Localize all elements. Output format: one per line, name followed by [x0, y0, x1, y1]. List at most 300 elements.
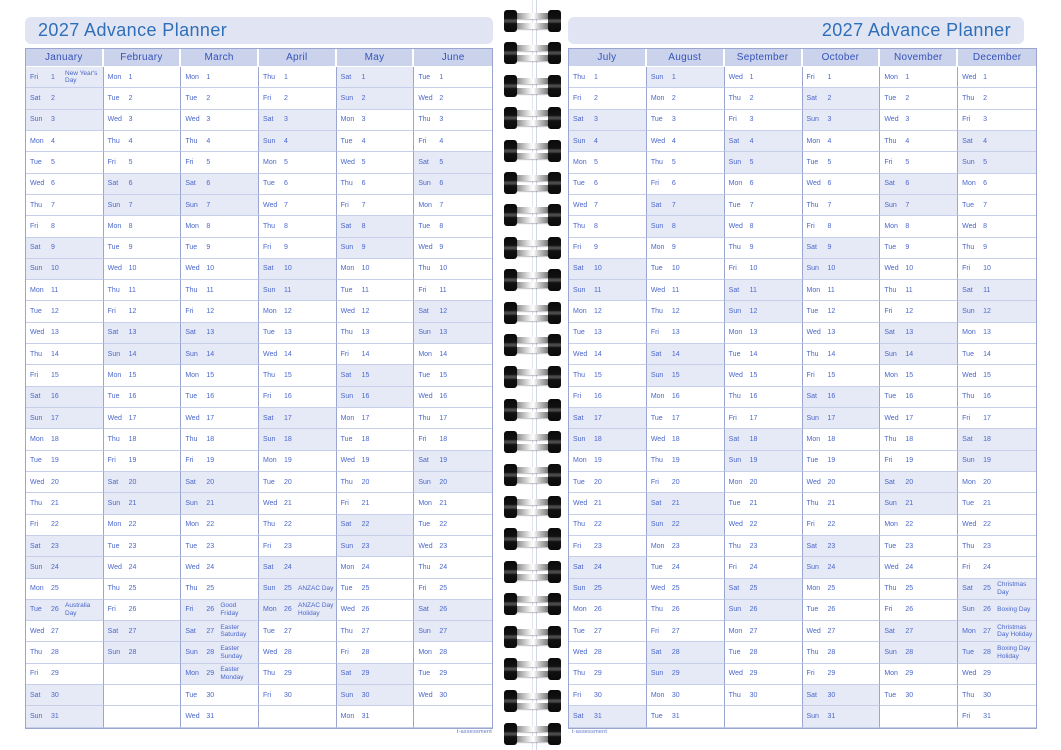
day-cell	[958, 429, 1036, 450]
day-of-week: Mon	[884, 222, 898, 230]
day-cell	[880, 110, 958, 131]
day-number: 25	[671, 585, 680, 593]
day-of-week: Wed	[262, 201, 278, 209]
day-number: 30	[749, 691, 758, 699]
day-of-week: Tue	[884, 244, 897, 252]
day-of-week: Thu	[30, 350, 43, 358]
holiday-label: ANZAC Day Holiday	[297, 602, 334, 617]
day-cell	[259, 706, 337, 727]
day-of-week: Tue	[262, 627, 275, 635]
day-cell	[414, 238, 492, 259]
day-of-week: Thu	[806, 201, 819, 209]
day-number: 7	[361, 201, 366, 209]
day-of-week: Sat	[418, 158, 429, 166]
day-cell	[647, 536, 725, 557]
day-cell	[414, 216, 492, 237]
day-cell	[725, 536, 803, 557]
month-header-january: January	[26, 49, 104, 66]
day-cell	[26, 429, 104, 450]
day-of-week: Tue	[262, 180, 275, 188]
day-of-week: Sat	[573, 265, 584, 273]
day-of-week: Sat	[262, 116, 274, 124]
day-of-week: Mon	[728, 478, 743, 486]
day-number: 5	[594, 158, 598, 166]
day-number: 15	[671, 372, 680, 380]
day-number: 14	[206, 350, 215, 358]
binding-ring	[504, 626, 561, 648]
day-number: 22	[361, 521, 370, 529]
day-of-week: Tue	[185, 94, 198, 102]
day-number: 6	[283, 180, 288, 188]
day-of-week: Mon	[262, 158, 277, 166]
day-of-week: Sat	[962, 286, 973, 294]
day-of-week: Sun	[340, 393, 354, 401]
binding-ring	[504, 561, 561, 583]
day-of-week: Mon	[418, 201, 432, 209]
day-cell	[880, 131, 958, 152]
ring-end-cap	[504, 366, 517, 388]
ring-end-cap	[504, 302, 517, 324]
day-cell	[181, 472, 259, 493]
day-cell	[181, 579, 259, 600]
planner-table-jan-jun	[25, 48, 493, 729]
day-of-week: Sat	[340, 670, 352, 678]
day-cell	[104, 88, 182, 109]
day-number: 6	[749, 180, 754, 188]
day-cell	[259, 67, 337, 88]
day-cell	[880, 238, 958, 259]
ring-end-cap	[504, 496, 517, 518]
day-cell	[725, 344, 803, 365]
day-of-week: Thu	[107, 585, 120, 593]
day-cell	[26, 387, 104, 408]
day-number: 31	[827, 713, 836, 721]
day-number: 11	[361, 286, 369, 294]
day-number: 10	[51, 265, 59, 273]
day-number: 31	[206, 713, 215, 721]
day-of-week: Thu	[30, 201, 43, 209]
day-number: 18	[594, 435, 602, 443]
ring-end-cap	[548, 334, 561, 356]
day-cell	[569, 323, 647, 344]
day-of-week: Thu	[107, 435, 120, 443]
day-of-week: Wed	[962, 670, 977, 678]
day-cell	[569, 174, 647, 195]
day-of-week: Wed	[418, 244, 433, 252]
day-of-week: Fri	[806, 670, 815, 678]
day-of-week: Sat	[884, 180, 895, 188]
day-of-week: Thu	[728, 542, 741, 550]
day-of-week: Sun	[650, 670, 664, 678]
month-header-february: February	[104, 49, 182, 66]
day-number: 1	[671, 73, 676, 81]
ring-end-cap	[548, 723, 561, 745]
month-header-august: August	[647, 49, 725, 66]
day-of-week: Wed	[573, 201, 588, 209]
day-cell	[880, 515, 958, 536]
month-header-september: September	[725, 49, 803, 66]
day-cell	[725, 642, 803, 663]
day-number: 16	[283, 393, 292, 401]
day-of-week: Sat	[650, 350, 662, 358]
day-number: 26	[439, 606, 448, 614]
day-of-week: Sun	[107, 499, 121, 507]
day-cell	[337, 259, 415, 280]
day-number: 24	[206, 563, 215, 571]
day-of-week: Sun	[884, 499, 897, 507]
day-number: 8	[749, 222, 754, 230]
day-of-week: Fri	[340, 649, 349, 657]
day-number: 26	[594, 606, 602, 614]
day-of-week: Tue	[30, 158, 42, 166]
day-of-week: Fri	[884, 158, 893, 166]
day-of-week: Fri	[185, 308, 194, 316]
day-cell	[259, 621, 337, 642]
day-number: 10	[827, 265, 836, 273]
day-number: 13	[283, 329, 292, 337]
day-number: 19	[361, 457, 370, 465]
day-cell	[259, 88, 337, 109]
day-cell	[958, 110, 1036, 131]
day-number: 21	[128, 499, 137, 507]
binding-ring	[504, 496, 561, 518]
day-of-week: Thu	[262, 521, 276, 529]
day-cell	[337, 238, 415, 259]
day-number: 3	[749, 116, 754, 124]
day-cell	[725, 174, 803, 195]
day-cell	[880, 472, 958, 493]
day-cell	[337, 493, 415, 514]
ring-end-cap	[504, 593, 517, 615]
day-cell	[647, 301, 725, 322]
day-of-week: Fri	[962, 713, 971, 721]
day-cell	[880, 429, 958, 450]
day-cell	[26, 515, 104, 536]
ring-end-cap	[548, 561, 561, 583]
day-cell	[337, 664, 415, 685]
day-number: 11	[51, 286, 59, 294]
day-number: 21	[439, 499, 448, 507]
holiday-label: ANZAC Day	[297, 584, 334, 592]
holiday-label: Boxing Day	[997, 606, 1031, 614]
day-number: 15	[51, 372, 59, 380]
day-cell	[803, 174, 881, 195]
day-number: 6	[361, 180, 366, 188]
binding-ring	[504, 10, 561, 32]
day-number: 6	[905, 180, 910, 188]
day-cell	[958, 685, 1036, 706]
day-number: 13	[206, 329, 215, 337]
day-of-week: Fri	[573, 244, 582, 252]
day-cell	[414, 685, 492, 706]
day-cell	[958, 621, 1036, 642]
day-cell	[337, 280, 415, 301]
day-number: 7	[671, 201, 676, 209]
month-header-row	[26, 49, 492, 67]
day-number: 15	[206, 372, 215, 380]
day-of-week: Sat	[728, 585, 740, 593]
day-cell	[337, 600, 415, 621]
day-of-week: Tue	[418, 372, 431, 380]
day-cell	[26, 131, 104, 152]
day-number: 9	[749, 244, 754, 252]
month-header-november: November	[880, 49, 958, 66]
day-of-week: Sat	[573, 563, 584, 571]
day-cell	[26, 621, 104, 642]
day-number: 7	[983, 201, 988, 209]
day-cell	[569, 238, 647, 259]
day-number: 18	[128, 435, 137, 443]
day-of-week: Wed	[573, 350, 588, 358]
day-of-week: Fri	[806, 521, 815, 529]
day-of-week: Sun	[962, 457, 975, 465]
day-number: 8	[283, 222, 288, 230]
day-cell	[880, 88, 958, 109]
day-number: 25	[983, 585, 991, 593]
day-of-week: Fri	[573, 542, 582, 550]
day-of-week: Fri	[30, 73, 39, 81]
day-of-week: Mon	[884, 372, 898, 380]
day-of-week: Thu	[962, 691, 975, 699]
day-of-week: Thu	[30, 649, 43, 657]
day-number: 13	[827, 329, 836, 337]
day-number: 11	[128, 286, 136, 294]
day-of-week: Fri	[650, 329, 659, 337]
day-cell	[647, 88, 725, 109]
footer-watermark: t-assessment	[572, 729, 608, 735]
day-of-week: Sat	[806, 542, 818, 550]
day-number: 25	[128, 585, 137, 593]
day-cell	[803, 493, 881, 514]
day-cell	[958, 408, 1036, 429]
day-number: 17	[439, 414, 448, 422]
day-cell	[104, 515, 182, 536]
day-of-week: Mon	[340, 414, 355, 422]
day-cell	[725, 110, 803, 131]
day-number: 29	[361, 670, 370, 678]
day-number: 2	[905, 94, 910, 102]
holiday-label: New Year's Day	[65, 69, 98, 85]
day-number: 9	[361, 244, 366, 252]
day-cell	[259, 429, 337, 450]
day-number: 5	[671, 158, 676, 166]
ring-end-cap	[504, 399, 517, 421]
day-of-week: Mon	[962, 329, 976, 337]
day-number: 21	[206, 499, 215, 507]
day-number: 26	[206, 606, 215, 614]
ring-end-cap	[504, 107, 517, 129]
day-number: 31	[361, 713, 370, 721]
day-number: 4	[983, 137, 988, 145]
day-number: 6	[439, 180, 444, 188]
day-of-week: Wed	[806, 329, 821, 337]
day-of-week: Tue	[728, 350, 741, 358]
day-cell	[647, 515, 725, 536]
day-number: 25	[51, 585, 59, 593]
day-number: 28	[128, 649, 137, 657]
day-number: 9	[827, 244, 832, 252]
day-number: 7	[51, 201, 55, 209]
day-of-week: Sat	[962, 585, 973, 593]
day-number: 1	[51, 73, 55, 81]
day-of-week: Mon	[650, 244, 665, 252]
day-number: 5	[827, 158, 832, 166]
ring-end-cap	[548, 658, 561, 680]
binding-ring	[504, 334, 561, 356]
day-of-week: Fri	[107, 308, 116, 316]
day-cell	[414, 642, 492, 663]
day-number: 28	[671, 649, 680, 657]
day-cell	[414, 408, 492, 429]
day-of-week: Thu	[340, 180, 353, 188]
day-of-week: Sun	[728, 457, 742, 465]
day-cell	[725, 301, 803, 322]
day-cell	[569, 301, 647, 322]
day-number: 21	[594, 499, 602, 507]
day-cell	[337, 408, 415, 429]
day-of-week: Sat	[962, 137, 973, 145]
day-of-week: Sat	[185, 478, 196, 486]
day-of-week: Mon	[650, 393, 665, 401]
day-cell	[104, 685, 182, 706]
day-of-week: Wed	[185, 713, 200, 721]
day-of-week: Sun	[340, 244, 354, 252]
day-number: 18	[671, 435, 680, 443]
month-header-march: March	[181, 49, 259, 66]
day-of-week: Mon	[962, 627, 976, 635]
day-cell	[259, 493, 337, 514]
day-of-week: Thu	[262, 73, 276, 81]
day-cell	[725, 195, 803, 216]
day-number: 17	[206, 414, 215, 422]
day-number: 20	[128, 478, 137, 486]
day-of-week: Wed	[650, 286, 666, 294]
day-cell	[26, 67, 104, 88]
day-cell	[181, 557, 259, 578]
day-cell	[26, 706, 104, 727]
day-number: 11	[827, 286, 835, 294]
day-of-week: Tue	[107, 542, 120, 550]
day-of-week: Fri	[418, 286, 427, 294]
day-of-week: Tue	[107, 244, 120, 252]
day-cell	[725, 408, 803, 429]
day-of-week: Thu	[340, 627, 353, 635]
day-number: 19	[827, 457, 836, 465]
day-of-week: Mon	[806, 137, 821, 145]
day-of-week: Sat	[30, 94, 41, 102]
day-number: 27	[206, 627, 215, 635]
day-of-week: Sun	[650, 73, 664, 81]
day-cell	[104, 408, 182, 429]
day-of-week: Mon	[806, 585, 821, 593]
day-number: 1	[361, 73, 366, 81]
day-number: 16	[361, 393, 370, 401]
day-cell	[414, 195, 492, 216]
day-of-week: Fri	[418, 585, 427, 593]
day-cell	[259, 642, 337, 663]
day-cell	[958, 472, 1036, 493]
day-of-week: Thu	[650, 158, 663, 166]
day-cell	[337, 174, 415, 195]
day-of-week: Sun	[962, 308, 975, 316]
day-of-week: Wed	[884, 116, 899, 124]
day-number: 3	[671, 116, 676, 124]
day-of-week: Mon	[185, 521, 199, 529]
day-cell	[803, 195, 881, 216]
day-cell	[181, 365, 259, 386]
day-of-week: Mon	[340, 265, 355, 273]
day-number: 16	[749, 393, 758, 401]
day-of-week: Mon	[806, 435, 821, 443]
day-number: 24	[827, 563, 836, 571]
day-of-week: Wed	[30, 478, 45, 486]
day-of-week: Fri	[728, 116, 737, 124]
day-of-week: Sat	[573, 713, 584, 721]
day-cell	[181, 408, 259, 429]
day-number: 24	[983, 563, 991, 571]
day-of-week: Sun	[418, 627, 431, 635]
day-of-week: Tue	[650, 116, 663, 124]
day-number: 24	[905, 563, 914, 571]
day-number: 20	[51, 478, 59, 486]
day-cell	[104, 557, 182, 578]
day-number: 14	[905, 350, 914, 358]
day-cell	[259, 685, 337, 706]
day-of-week: Wed	[884, 414, 899, 422]
day-of-week: Mon	[573, 606, 587, 614]
day-of-week: Wed	[30, 329, 45, 337]
day-of-week: Tue	[185, 244, 198, 252]
day-cell	[569, 344, 647, 365]
day-cell	[181, 685, 259, 706]
day-number: 6	[51, 180, 55, 188]
day-cell	[647, 621, 725, 642]
day-cell	[880, 557, 958, 578]
day-number: 26	[361, 606, 370, 614]
day-of-week: Sat	[728, 137, 740, 145]
day-of-week: Wed	[418, 94, 433, 102]
day-cell	[958, 706, 1036, 727]
holiday-label: Easter Monday	[220, 666, 244, 681]
day-number: 16	[206, 393, 215, 401]
day-of-week: Wed	[650, 435, 666, 443]
day-cell	[259, 557, 337, 578]
day-number: 1	[439, 73, 444, 81]
day-of-week: Fri	[30, 521, 39, 529]
day-of-week: Sat	[185, 329, 196, 337]
day-number: 12	[671, 308, 680, 316]
day-of-week: Thu	[650, 457, 663, 465]
day-number: 5	[983, 158, 988, 166]
day-number: 12	[128, 308, 137, 316]
day-cell	[803, 387, 881, 408]
day-of-week: Wed	[30, 627, 45, 635]
day-cell	[259, 238, 337, 259]
day-number: 5	[905, 158, 910, 166]
day-cell	[647, 579, 725, 600]
day-of-week: Thu	[573, 670, 586, 678]
day-cell	[337, 301, 415, 322]
day-cell	[181, 600, 259, 621]
day-number: 19	[51, 457, 59, 465]
binding-ring	[504, 75, 561, 97]
day-number: 2	[671, 94, 676, 102]
day-of-week: Sun	[340, 542, 354, 550]
day-cell	[337, 387, 415, 408]
binding-ring	[504, 690, 561, 712]
day-number: 8	[905, 222, 910, 230]
day-of-week: Mon	[30, 137, 44, 145]
